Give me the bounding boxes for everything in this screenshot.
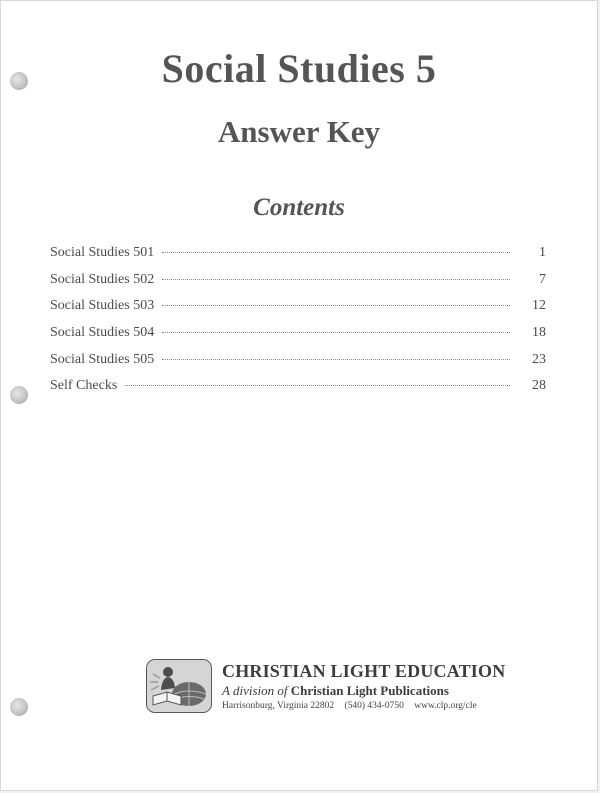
toc-entry xyxy=(50,245,546,272)
punch-hole-icon xyxy=(10,698,28,716)
toc-entry-label: Social Studies 505 xyxy=(50,351,155,367)
page-title: Social Studies 5 xyxy=(161,46,437,91)
toc-entry-label: Social Studies 502 xyxy=(50,271,155,287)
toc-leader-dots xyxy=(125,385,510,386)
table-of-contents xyxy=(50,245,546,405)
publisher-name: CHRISTIAN LIGHT EDUCATION xyxy=(222,661,506,681)
toc-entry-page: 7 xyxy=(539,271,546,287)
toc-leader-dots xyxy=(162,305,510,306)
toc-entry xyxy=(50,298,546,325)
toc-entry xyxy=(50,325,546,352)
toc-leader-dots xyxy=(162,252,510,253)
publisher-city: Harrisonburg, Virginia 22802 xyxy=(222,701,335,711)
punch-hole-icon xyxy=(10,386,28,404)
logo-artwork xyxy=(147,660,210,711)
reader-with-book-and-globe-icon xyxy=(146,659,212,713)
toc-entry-page: 18 xyxy=(532,325,546,341)
publisher-info xyxy=(222,661,505,711)
toc-leader-dots xyxy=(162,279,510,280)
toc-entry-label: Self Checks xyxy=(50,378,118,394)
toc-leader-dots xyxy=(162,332,510,333)
publisher-phone: (540) 434-0750 xyxy=(344,701,404,711)
toc-entry-page: 1 xyxy=(539,245,546,260)
toc-entry-page: 23 xyxy=(532,351,546,367)
toc-leader-dots xyxy=(162,359,510,360)
contents-heading: Contents xyxy=(253,194,345,221)
toc-entry xyxy=(50,272,546,299)
publisher-contact xyxy=(222,701,505,711)
toc-entry-page: 12 xyxy=(532,298,546,314)
publisher-division xyxy=(222,683,505,699)
publisher-website: www.clp.org/cle xyxy=(414,701,477,711)
division-name: Christian Light Publications xyxy=(290,683,449,698)
toc-entry-label: Social Studies 504 xyxy=(50,325,155,341)
division-prefix: A division of xyxy=(222,683,288,698)
toc-entry xyxy=(50,378,546,405)
toc-entry-label: Social Studies 503 xyxy=(50,298,155,314)
toc-entry-page: 28 xyxy=(532,378,546,394)
page-subtitle: Answer Key xyxy=(217,114,381,149)
toc-entry xyxy=(50,352,546,379)
publisher-footer xyxy=(146,659,505,713)
toc-entry-label: Social Studies 501 xyxy=(50,245,155,260)
